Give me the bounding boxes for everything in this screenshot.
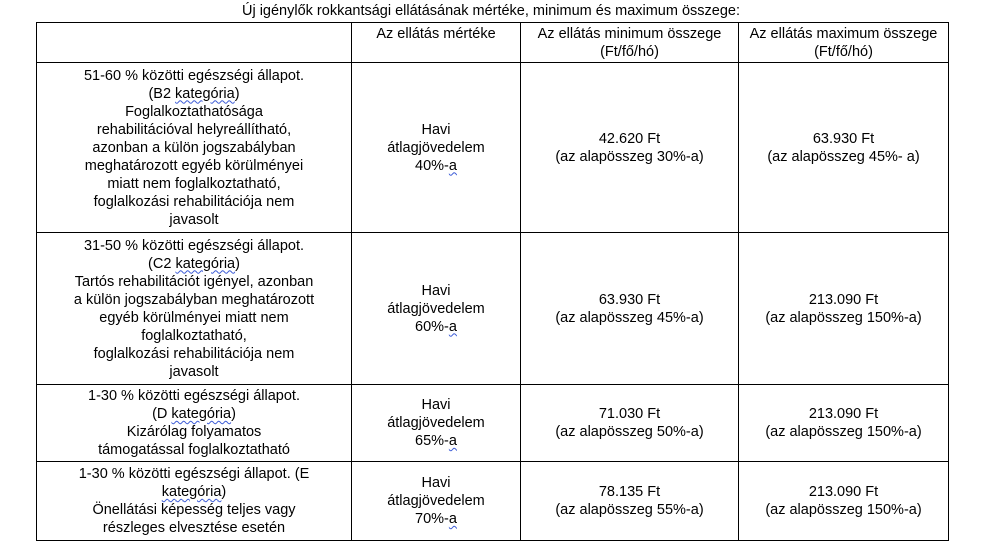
- max-amount: 213.090 Ft: [808, 291, 879, 308]
- min-note: (az alapösszeg 50%-a): [555, 424, 704, 440]
- rate-cell: [352, 63, 521, 233]
- max-amount: 63.930 Ft: [812, 130, 875, 147]
- min-amount: 78.135 Ft: [598, 484, 661, 500]
- category-line: rehabilitációval helyreállítható,: [96, 121, 292, 138]
- category-cell: [37, 462, 352, 541]
- category-line: kategória): [161, 484, 227, 500]
- category-line: foglalkozási rehabilitációja nem: [93, 193, 295, 210]
- category-line: azonban a külön jogszabályban: [92, 139, 296, 156]
- min-amount-cell: [521, 385, 739, 462]
- max-note: (az alapösszeg 150%-a): [765, 309, 922, 326]
- max-note: (az alapösszeg 45%- a): [767, 148, 920, 165]
- rate-line: 70%-a: [415, 511, 457, 527]
- category-line: miatt nem foglalkoztatható,: [107, 175, 281, 192]
- min-note: (az alapösszeg 55%-a): [555, 502, 704, 518]
- min-amount-cell: [521, 462, 739, 541]
- header-row: [37, 23, 949, 63]
- category-line: 31-50 % közötti egészségi állapot.: [83, 237, 305, 254]
- category-line: Önellátási képesség teljes vagy: [92, 502, 296, 518]
- category-line: foglalkoztatható,: [141, 327, 247, 344]
- min-amount: 71.030 Ft: [598, 406, 661, 422]
- max-note: (az alapösszeg 150%-a): [765, 502, 922, 518]
- rate-line: 65%-a: [415, 433, 457, 449]
- category-line: a külön jogszabályban meghatározott: [73, 291, 315, 308]
- category-line: 1-30 % közötti egészségi állapot. (E: [78, 466, 310, 482]
- rate-line: 40%-a: [415, 157, 457, 174]
- rate-line: átlagjövedelem: [387, 139, 485, 156]
- rate-cell: [352, 385, 521, 462]
- min-note: (az alapösszeg 45%-a): [555, 309, 704, 326]
- rate-line: Havi: [421, 475, 451, 491]
- category-line: részleges elvesztése esetén: [102, 520, 286, 536]
- table-row: [37, 63, 949, 233]
- category-line: (B2 kategória): [148, 85, 240, 102]
- category-line: Tartós rehabilitációt igényel, azonban: [74, 273, 314, 290]
- category-line: javasolt: [169, 211, 219, 228]
- max-amount: 213.090 Ft: [808, 406, 879, 422]
- table-row: [37, 233, 949, 385]
- benefit-table: [36, 22, 949, 541]
- rate-line: átlagjövedelem: [387, 415, 485, 431]
- min-amount-cell: [521, 233, 739, 385]
- category-line: javasolt: [169, 363, 219, 380]
- category-cell: [37, 385, 352, 462]
- category-line: egyéb körülményei miatt nem: [99, 309, 289, 326]
- max-note: (az alapösszeg 150%-a): [765, 424, 922, 440]
- min-amount: 63.930 Ft: [598, 291, 661, 308]
- category-line: meghatározott egyéb körülményei: [84, 157, 304, 174]
- table-caption: Új igénylők rokkantsági ellátásának mértéke, minimum és maximum összege:: [241, 3, 741, 19]
- max-amount: 213.090 Ft: [808, 484, 879, 500]
- header-rate: Az ellátás mértéke: [352, 23, 521, 63]
- category-cell: [37, 233, 352, 385]
- category-line: Foglalkoztathatósága: [125, 103, 263, 120]
- max-amount-cell: [739, 63, 949, 233]
- table-row: [37, 385, 949, 462]
- category-line: Kizárólag folyamatos: [126, 424, 262, 440]
- min-amount-cell: [521, 63, 739, 233]
- rate-line: 60%-a: [415, 318, 457, 335]
- max-amount-cell: [739, 385, 949, 462]
- rate-line: átlagjövedelem: [387, 493, 485, 509]
- category-line: 1-30 % közötti egészségi állapot.: [88, 388, 300, 404]
- rate-line: Havi: [421, 282, 451, 299]
- rate-cell: [352, 462, 521, 541]
- header-max-amount: Az ellátás maximum összege (Ft/fő/hó): [739, 23, 949, 63]
- max-amount-cell: [739, 462, 949, 541]
- category-line: (C2 kategória): [148, 255, 240, 272]
- max-amount-cell: [739, 233, 949, 385]
- rate-line: átlagjövedelem: [387, 300, 485, 317]
- category-line: 51-60 % közötti egészségi állapot.: [83, 67, 305, 84]
- table-row: [37, 462, 949, 541]
- header-empty: [37, 23, 352, 63]
- rate-cell: [352, 233, 521, 385]
- category-line: foglalkozási rehabilitációja nem: [93, 345, 295, 362]
- category-line: támogatással foglalkoztatható: [98, 442, 290, 458]
- header-min-amount: Az ellátás minimum összege (Ft/fő/hó): [521, 23, 739, 63]
- rate-line: Havi: [421, 121, 451, 138]
- min-note: (az alapösszeg 30%-a): [555, 148, 704, 165]
- rate-line: Havi: [421, 397, 451, 413]
- category-cell: [37, 63, 352, 233]
- category-line: (D kategória): [152, 406, 236, 422]
- min-amount: 42.620 Ft: [598, 130, 661, 147]
